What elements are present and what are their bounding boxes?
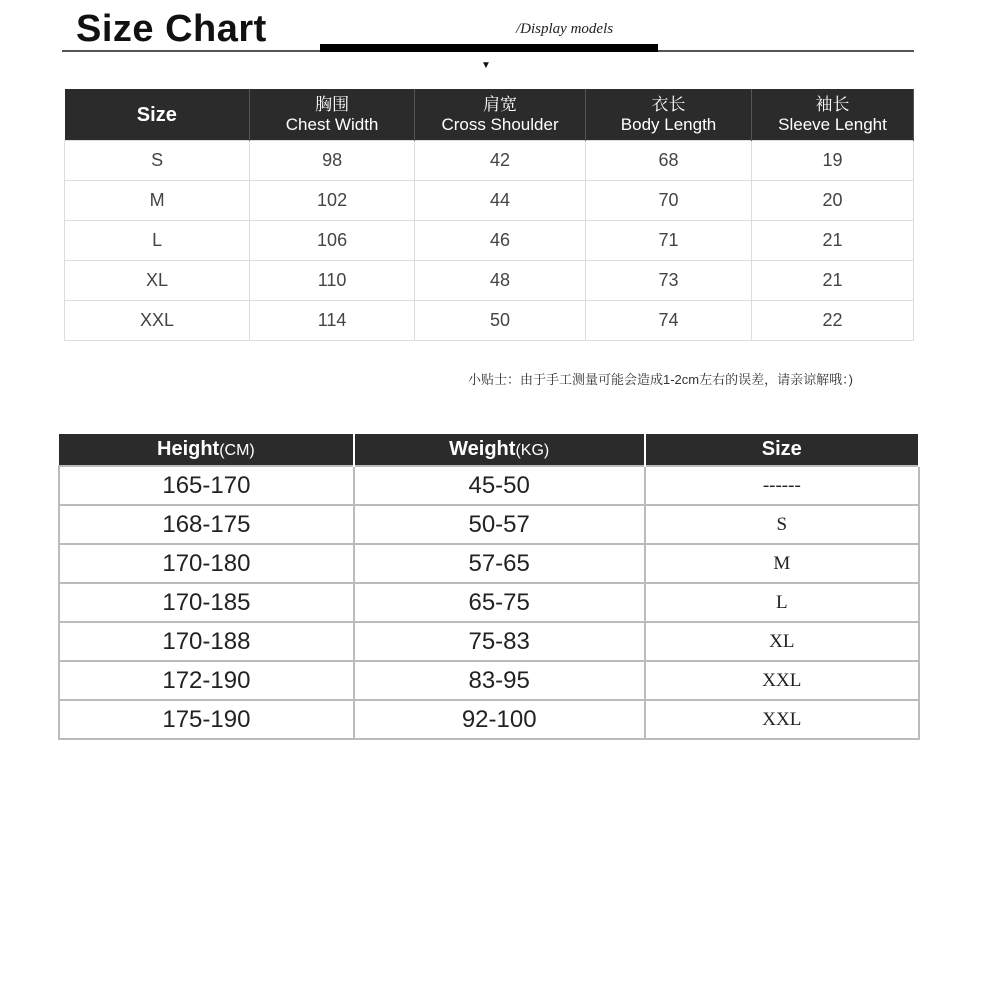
table-row [59, 661, 919, 700]
table-cell: 46 [415, 221, 586, 261]
table-cell: 102 [250, 181, 415, 221]
table-cell: 110 [250, 261, 415, 301]
table-cell: M [645, 544, 919, 583]
table-cell: 65-75 [354, 583, 645, 622]
table-cell: 22 [751, 301, 913, 341]
column-header [59, 434, 354, 466]
table-cell: 92-100 [354, 700, 645, 739]
measurement-table [64, 89, 914, 341]
table-cell: XXL [645, 661, 919, 700]
measurement-note: 小贴士：由于手工测量可能会造成1-2cm左右的误差，请亲谅解哦：) [468, 372, 853, 387]
table-cell: 42 [415, 141, 586, 181]
column-header [586, 89, 752, 141]
table-cell: 19 [751, 141, 913, 181]
table-cell: L [645, 583, 919, 622]
table-cell: 170-188 [59, 622, 354, 661]
table-row [59, 622, 919, 661]
table-cell: XL [65, 261, 250, 301]
table-cell: S [645, 505, 919, 544]
table-cell: 50 [415, 301, 586, 341]
table-cell: XXL [645, 700, 919, 739]
subtitle: /Display models [516, 21, 614, 37]
table-row [59, 700, 919, 739]
table-row [65, 301, 914, 341]
header-en: Sleeve Lenght [778, 114, 887, 134]
table-cell: S [65, 141, 250, 181]
table-cell: 170-180 [59, 544, 354, 583]
table-cell: 165-170 [59, 466, 354, 505]
table-row [65, 181, 914, 221]
header-cn: 肩宽 [483, 94, 518, 114]
header-en: Cross Shoulder [441, 114, 559, 134]
table-cell: 21 [751, 221, 913, 261]
size-recommendation-table [58, 434, 920, 740]
header-label: Weight [449, 438, 516, 460]
table-cell: 114 [250, 301, 415, 341]
header-cn: 袖长 [815, 94, 850, 114]
table-cell: 168-175 [59, 505, 354, 544]
table-row [59, 505, 919, 544]
header-en: Chest Width [285, 114, 379, 134]
page-title: Size Chart [76, 8, 267, 50]
table-cell: XXL [65, 301, 250, 341]
table-cell: 73 [586, 261, 752, 301]
table-row [65, 221, 914, 261]
column-header [415, 89, 586, 141]
header-label: Height [157, 438, 220, 460]
table-cell: 170-185 [59, 583, 354, 622]
table-cell: M [65, 181, 250, 221]
table-cell: 75-83 [354, 622, 645, 661]
column-header [645, 434, 919, 466]
table-cell: 98 [250, 141, 415, 181]
table-row [65, 261, 914, 301]
header-unit: (CM) [219, 442, 255, 459]
table-cell: 175-190 [59, 700, 354, 739]
header-label: Size [761, 438, 802, 460]
table-cell: 44 [415, 181, 586, 221]
table-cell: L [65, 221, 250, 261]
header-unit: (KG) [515, 442, 550, 459]
down-arrow-icon: ▼ [481, 60, 491, 71]
table-cell: 45-50 [354, 466, 645, 505]
table-cell: 74 [586, 301, 752, 341]
header-cn: 胸围 [315, 94, 350, 114]
table-cell: 50-57 [354, 505, 645, 544]
table-row [59, 583, 919, 622]
table-cell: ------ [645, 466, 919, 505]
column-header: Size [65, 89, 250, 141]
table-cell: 71 [586, 221, 752, 261]
table-cell: 20 [751, 181, 913, 221]
column-header [250, 89, 415, 141]
header-cn: 衣长 [651, 94, 686, 114]
table-cell: XL [645, 622, 919, 661]
table-cell: 172-190 [59, 661, 354, 700]
table-row [59, 466, 919, 505]
table-row [59, 544, 919, 583]
table-cell: 48 [415, 261, 586, 301]
table-row [65, 141, 914, 181]
column-header [751, 89, 913, 141]
table-cell: 68 [586, 141, 752, 181]
table-cell: 21 [751, 261, 913, 301]
column-header [354, 434, 645, 466]
divider-bar [320, 44, 658, 52]
table-cell: 57-65 [354, 544, 645, 583]
table-cell: 70 [586, 181, 752, 221]
header-en: Body Length [620, 114, 717, 134]
table-cell: 106 [250, 221, 415, 261]
table-cell: 83-95 [354, 661, 645, 700]
